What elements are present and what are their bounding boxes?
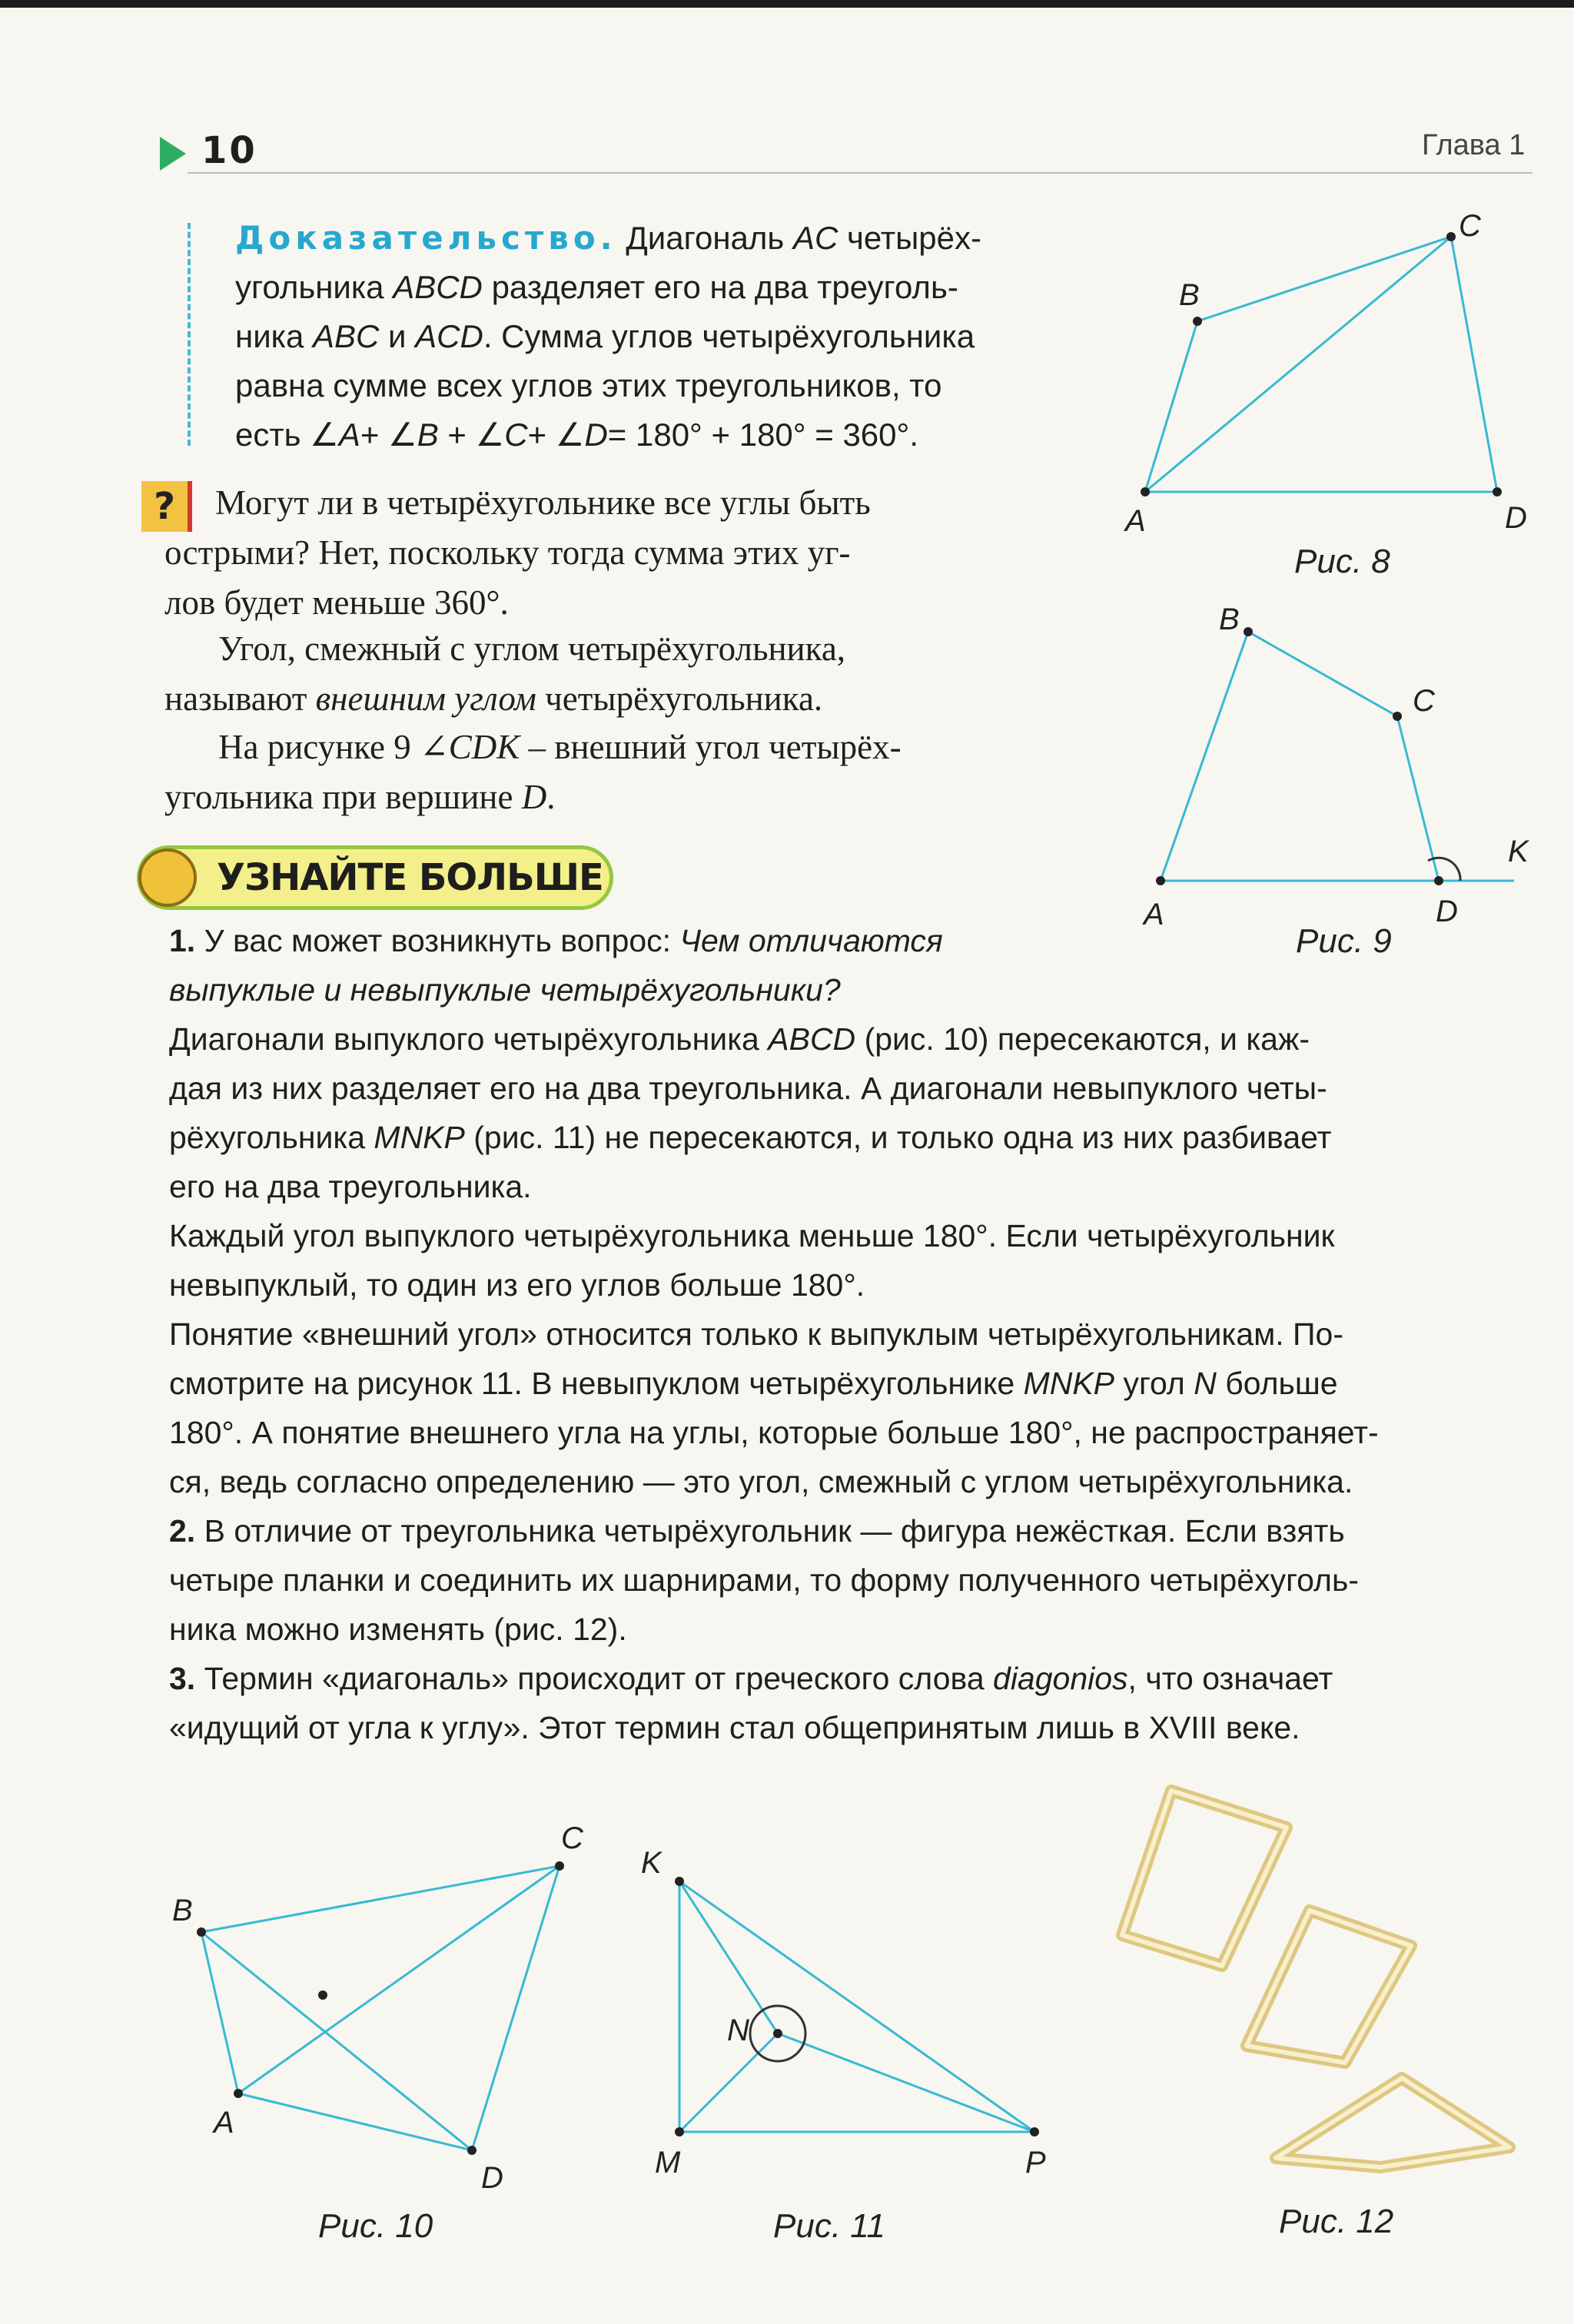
fig12-caption: Рис. 12: [1279, 2203, 1394, 2240]
external-angle-example: На рисунке 9 ∠CDK – внешний угол четырёх- угольника при вершине D.: [164, 728, 902, 816]
vertex-dot: [1446, 232, 1456, 241]
item-1-heading: 1. У вас может возникнуть вопрос: Чем отличаются: [169, 923, 943, 958]
item-3: 3. Термин «диагональ» происходит от греческого слова diagonios, что означает: [169, 1661, 1333, 1696]
fig9-label-b: B: [1219, 603, 1240, 636]
vertex-dot: [675, 1877, 684, 1886]
proof-line: равна сумме всех углов этих треугольников, то: [235, 367, 942, 403]
paragraph: Диагонали выпуклого четырёхугольника ABCD (рис. 10) пересекаются, и каж-: [169, 1021, 1310, 1057]
vertex-dot: [1434, 876, 1443, 885]
item-2: 2. В отличие от треугольника четырёхугольник — фигура нежёсткая. Если взять: [169, 1513, 1345, 1549]
vertex-dot: [234, 2089, 243, 2098]
fig9-label-d: D: [1436, 895, 1458, 928]
proof-line: ника ABC и ACD. Сумма углов четырёхугольника: [235, 318, 975, 354]
chapter-title: Глава 1: [1422, 129, 1526, 161]
vertex-dot: [773, 2029, 782, 2038]
fig10-label-a: A: [214, 2106, 234, 2140]
fig10-label-c: C: [561, 1821, 583, 1855]
fig10-label-d: D: [481, 2161, 503, 2195]
fig8-quadrilateral: [1145, 237, 1497, 492]
fig9-label-a: A: [1144, 898, 1164, 931]
vertex-dot: [555, 1861, 564, 1871]
vertex-dot: [1193, 317, 1202, 326]
fig9-label-k: K: [1508, 835, 1529, 868]
vertex-dot: [1156, 876, 1165, 885]
paragraph: Понятие «внешний угол» относится только к выпуклым четырёхугольникам. По-: [169, 1316, 1343, 1352]
proof-line: угольника ABCD разделяет его на два треуголь-: [235, 269, 958, 305]
vertex-dot: [675, 2127, 684, 2136]
fig11-label-k: K: [641, 1846, 662, 1880]
vertex-dot: [318, 1990, 327, 2000]
fig11-caption: Рис. 11: [773, 2207, 885, 2245]
question-text: Могут ли в четырёхугольнике все углы быть острыми? Нет, поскольку тогда сумма этих уг- лов будет меньше 360°.: [164, 483, 871, 622]
fig11-label-m: M: [655, 2146, 681, 2180]
learn-more-title: УЗНАЙТЕ БОЛЬШЕ: [217, 856, 603, 899]
vertex-dot: [1030, 2127, 1039, 2136]
proof-line: есть ∠A+ ∠B + ∠C+ ∠D= 180° + 180° = 360°.: [235, 417, 918, 453]
fig8-label-d: D: [1505, 501, 1527, 535]
external-angle-definition: Угол, смежный с углом четырёхугольника, называют внешним углом четырёхугольника.: [164, 629, 846, 718]
fig11-diagonal-mn: [679, 2034, 778, 2132]
fig11-label-p: P: [1025, 2146, 1046, 2180]
vertex-dot: [197, 1927, 206, 1937]
fig8-label-b: B: [1179, 278, 1200, 312]
vertex-dot: [1393, 712, 1402, 721]
fig9-quadrilateral: [1161, 632, 1439, 881]
fig11-diagonal-kp: [679, 1881, 1034, 2132]
fig9-label-c: C: [1413, 684, 1435, 718]
fig10-label-b: B: [172, 1894, 193, 1927]
vertex-dot: [1244, 627, 1253, 636]
fig10-quadrilateral: [201, 1866, 560, 2150]
question-mark-icon: ?: [141, 481, 192, 532]
proof-line: Доказательство. Диагональ AC четырёх-: [235, 219, 981, 257]
vertex-dot: [1141, 487, 1150, 496]
vertex-dot: [1493, 487, 1502, 496]
paragraph: Каждый угол выпуклого четырёхугольника меньше 180°. Если четырёхугольник: [169, 1218, 1335, 1253]
fig8-label-c: C: [1459, 209, 1481, 243]
fig8-diagonal-ac: [1145, 237, 1451, 492]
vertex-dot: [467, 2146, 477, 2155]
page-number: 10: [201, 129, 257, 172]
learn-more-body: 1. У вас может возникнуть вопрос: Чем отличаются выпуклые и невыпуклые четырёхугольники? Диагонали выпуклого четырёхугольника ABCD (рис. 10) пересекаются, и каж- дая из них разделяет его на два треугольника. А диагонали невыпуклого четы- рёхугольника MNKP (рис. 11) не пересекаются, и только одна из них разбивает его на два треугольника. Каждый угол выпуклого четырёхугольника меньше 180°. Если четырёхугольник невыпуклый, то один из его углов больше 180°. Понятие «внешний угол» относится только к выпуклым четырёхугольникам. По- смотрите на рисунок 11. В невыпуклом четырёхугольнике MNKP угол N больше 180°. А понятие внешнего угла на углы, которые больше 180°, не распространяет- ся, ведь согласно определению — это угол, смежный с углом четырёхугольника. 2. В отличие от треугольника четырёхугольник — фигура нежёсткая. Если взять четыре планки и соединить их шарнирами, то форму полученного четырёхуголь- ника можно изменять (рис. 12). 3. Термин «диагональ» происходит от греческого слова diagonios, что означает «идущий от угла к углу». Этот термин стал общепринятым лишь в XVIII веке.: [169, 916, 1545, 1752]
fig8-label-a: A: [1125, 504, 1146, 538]
fig10-diagonal-ac: [238, 1866, 560, 2093]
fig11-label-n: N: [727, 2014, 749, 2047]
fig9-caption: Рис. 9: [1296, 922, 1392, 960]
fig10-caption: Рис. 10: [318, 2207, 433, 2245]
fig8-caption: Рис. 8: [1294, 543, 1390, 580]
proof-title: Доказательство.: [235, 219, 617, 257]
